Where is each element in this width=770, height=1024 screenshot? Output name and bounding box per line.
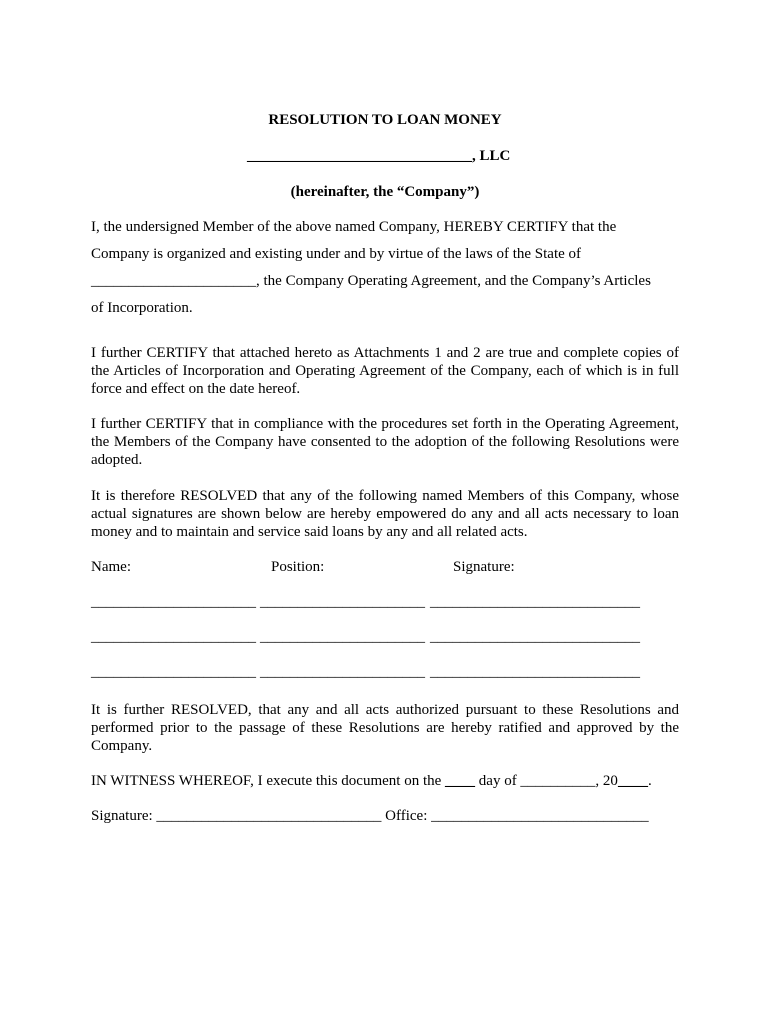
witness-prefix: IN WITNESS WHEREOF, I execute this document on the xyxy=(91,773,446,789)
position-blank-2: ______________________ xyxy=(260,629,425,645)
office-label: Office: xyxy=(381,808,432,824)
certify-line-1: I, the undersigned Member of the above named Company, HEREBY CERTIFY that the xyxy=(91,219,617,235)
resolved-paragraph: It is therefore RESOLVED that any of the following named Members of this Company, whose actual signatures are shown below are hereby empowered do any and all acts necessary to loan money and to maintain and service said loans by any and all related acts. xyxy=(91,488,679,540)
name-blank-1: ______________________ xyxy=(91,594,256,610)
office-blank: _____________________________ xyxy=(431,808,649,824)
hereinafter-line: (hereinafter, the “Company”) xyxy=(290,184,480,200)
ratified-paragraph: It is further RESOLVED, that any and all acts authorized pursuant to these Resolutions and performed prior to the passage of these Resolutions are hereby ratified and approved by the Company. xyxy=(91,702,679,754)
signature-blank-2: ____________________________ xyxy=(430,629,640,645)
witness-line xyxy=(91,773,652,790)
name-header: Name: xyxy=(91,559,131,575)
name-blank-2: ______________________ xyxy=(91,629,256,645)
certify-line-2: Company is organized and existing under and by virtue of the laws of the State of xyxy=(91,246,582,262)
signature-blank-3: ____________________________ xyxy=(430,664,640,680)
signature-blank-1: ____________________________ xyxy=(430,594,640,610)
position-blank-3: ______________________ xyxy=(260,664,425,680)
company-name-line: ______________________________, LLC xyxy=(247,148,511,164)
signature-header: Signature: xyxy=(453,559,515,575)
signature-label: Signature: xyxy=(91,808,157,824)
certify-line-4: of Incorporation. xyxy=(91,300,193,316)
witness-day-blank: ____ xyxy=(445,773,476,789)
signature-blank: ______________________________ xyxy=(156,808,382,824)
certify-line-3: ______________________, the Company Operating Agreement, and the Company’s Articles xyxy=(91,273,651,289)
signature-office-line xyxy=(91,808,649,825)
document-title: RESOLUTION TO LOAN MONEY xyxy=(268,112,502,128)
attachments-paragraph: I further CERTIFY that attached hereto as Attachments 1 and 2 are true and complete copies of the Articles of Incorporation and Operating Agreement of the Company, each of which is in full force and effect on the date hereof. xyxy=(91,345,679,397)
position-header: Position: xyxy=(271,559,325,575)
witness-suffix: . xyxy=(647,773,652,789)
compliance-paragraph: I further CERTIFY that in compliance with the procedures set forth in the Operating Agreement, the Members of the Company have consented to the adoption of the following Resolutions were adopted. xyxy=(91,416,679,468)
witness-year-blank: ____ xyxy=(617,773,648,789)
position-blank-1: ______________________ xyxy=(260,594,425,610)
witness-day-text: day of __________, 20 xyxy=(475,773,618,789)
name-blank-3: ______________________ xyxy=(91,664,256,680)
